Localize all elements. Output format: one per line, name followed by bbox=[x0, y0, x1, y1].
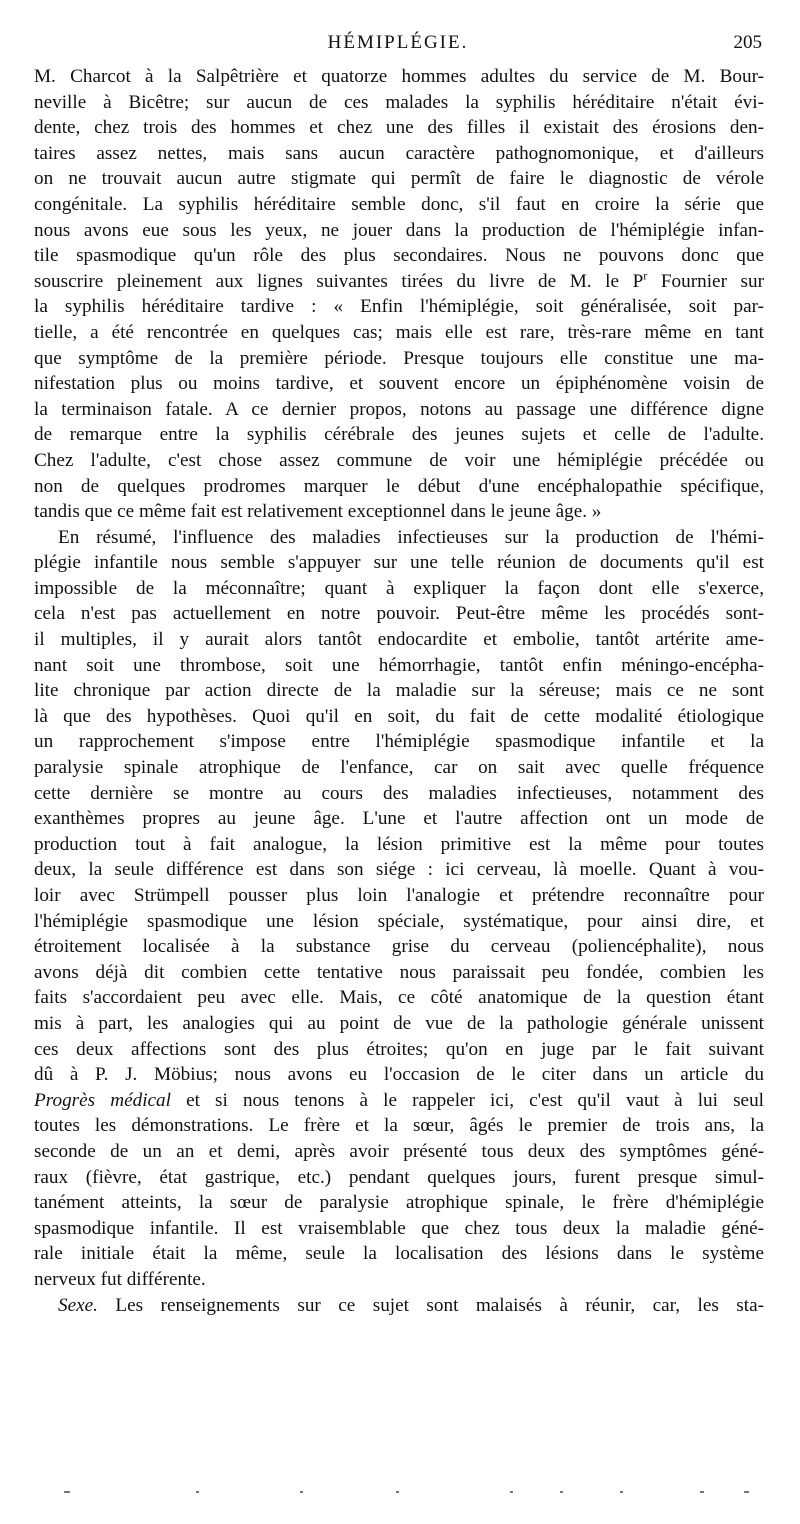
print-speckles bbox=[0, 1486, 800, 1498]
text-line: dente, chez trois des hommes et chez une des filles il existait des érosions den- bbox=[34, 117, 764, 139]
body-text bbox=[34, 64, 764, 1318]
text-run: souscrire pleinement aux lignes suivantes tirées du livre de M. le P bbox=[34, 270, 644, 292]
italic-title: Progrès médical bbox=[34, 1089, 171, 1111]
text-line: de remarque entre la syphilis cérébrale des jeunes sujets et celle de l'adulte. bbox=[34, 424, 764, 446]
text-line: dû à P. J. Möbius; nous avons eu l'occasion de le citer dans un article du bbox=[34, 1064, 764, 1086]
text-line: tielle, a été rencontrée en quelques cas; mais elle est rare, très-rare même en tant bbox=[34, 321, 764, 343]
text-line: cette dernière se montre au cours des maladies infectieuses, notamment des bbox=[34, 782, 764, 804]
running-head bbox=[34, 32, 762, 60]
text-line: mis à part, les analogies qui au point de vue de la pathologie générale unissent bbox=[34, 1012, 764, 1034]
text-line: étroitement localisée à la substance grise du cerveau (poliencéphalite), nous bbox=[34, 936, 764, 958]
text-line: exanthèmes propres au jeune âge. L'une et l'autre affection ont un mode de bbox=[34, 808, 764, 830]
speck bbox=[560, 1491, 563, 1493]
speck bbox=[744, 1491, 749, 1493]
text-line: loir avec Strümpell pousser plus loin l'analogie et prétendre reconnaître pour bbox=[34, 885, 764, 906]
text-line: deux, la seule différence est dans son siége : ici cerveau, là moelle. Quant à vou- bbox=[34, 859, 764, 881]
text-line: là que des hypothèses. Quoi qu'il en soit, du fait de cette modalité étiologique bbox=[34, 705, 764, 727]
text-line: seconde de un an et demi, après avoir présenté tous deux des symptômes géné- bbox=[34, 1140, 764, 1162]
text-line: non de quelques prodromes marquer le début d'une encéphalopathie spécifique, bbox=[34, 475, 764, 497]
text-line: impossible de la méconnaître; quant à expliquer la façon dont elle s'exerce, bbox=[34, 577, 764, 599]
speck bbox=[300, 1491, 303, 1493]
text-line: rale initiale était la même, seule la localisation des lésions dans le système bbox=[34, 1243, 764, 1265]
text-line: nerveux fut différente. bbox=[34, 1268, 206, 1290]
text-line bbox=[34, 1293, 764, 1319]
text-line: la terminaison fatale. A ce dernier propos, notons au passage une différence digne bbox=[34, 398, 764, 420]
text-line: En résumé, l'influence des maladies infectieuses sur la production de l'hémi- bbox=[58, 526, 764, 548]
text-line: paralysie spinale atrophique de l'enfance, car on sait avec quelle fréquence bbox=[34, 757, 764, 779]
text-line: tanément atteints, la sœur de paralysie atrophique spinale, le frère d'hémiplégie bbox=[34, 1192, 764, 1214]
text-line: il multiples, il y aurait alors tantôt endocardite et embolie, tantôt artérite ame- bbox=[34, 629, 764, 651]
text-line: toutes les démonstrations. Le frère et la sœur, âgés le premier de trois ans, la bbox=[34, 1115, 764, 1137]
text-line: congénitale. La syphilis héréditaire semble donc, s'il faut en croire la série que bbox=[34, 193, 764, 215]
text-run: Fournier sur bbox=[647, 270, 764, 292]
text-line: l'hémiplégie spasmodique une lésion spéciale, systématique, pour ainsi dire, et bbox=[34, 910, 764, 932]
text-line: on ne trouvait aucun autre stigmate qui permît de faire le diagnostic de vérole bbox=[34, 168, 764, 190]
text-line: neville à Bicêtre; sur aucun de ces malades la syphilis héréditaire n'était évi- bbox=[34, 91, 764, 113]
text-line: Chez l'adulte, c'est chose assez commune de voir une hémiplégie précédée ou bbox=[34, 449, 764, 471]
speck bbox=[396, 1491, 399, 1493]
section-heading: Sexe. bbox=[58, 1294, 98, 1316]
text-line: taires assez nettes, mais sans aucun caractère pathognomonique, et d'ailleurs bbox=[34, 142, 764, 164]
text-line: ces deux affections sont des plus étroites; qu'on en juge par le fait suivant bbox=[34, 1038, 764, 1060]
text-line: un rapprochement s'impose entre l'hémiplégie spasmodique infantile et la bbox=[34, 731, 764, 753]
running-title: HÉMIPLÉGIE. bbox=[327, 32, 469, 53]
text-line: avons déjà dit combien cette tentative nous paraissait peu fondée, combien les bbox=[34, 961, 764, 983]
speck bbox=[196, 1491, 199, 1493]
speck bbox=[510, 1491, 513, 1493]
text-line: la syphilis héréditaire tardive : « Enfin l'hémiplégie, soit généralisée, soit par- bbox=[34, 296, 764, 318]
text-line: plégie infantile nous semble s'appuyer sur une telle réunion de documents qu'il est bbox=[34, 552, 764, 574]
text-line: tile spasmodique qu'un rôle des plus secondaires. Nous ne pouvons donc que bbox=[34, 245, 764, 267]
text-line: faits s'accordaient peu avec elle. Mais, ce côté anatomique de la question étant bbox=[34, 987, 764, 1009]
speck bbox=[64, 1491, 70, 1493]
text-line: que symptôme de la première période. Presque toujours elle constitue une ma- bbox=[34, 347, 764, 369]
text-line: spasmodique infantile. Il est vraisemblable que chez tous deux la maladie géné- bbox=[34, 1217, 764, 1239]
text-line: nifestation plus ou moins tardive, et souvent encore un épiphénomène voisin de bbox=[34, 373, 764, 395]
text-line: lite chronique par action directe de la maladie sur la séreuse; mais ce ne sont bbox=[34, 680, 764, 702]
text-line: raux (fièvre, état gastrique, etc.) pendant quelques jours, furent presque simul- bbox=[34, 1166, 764, 1188]
superscript: r bbox=[643, 268, 648, 283]
speck bbox=[620, 1491, 623, 1493]
text-line: cela n'est pas actuellement en notre pouvoir. Peut-être même les procédés sont- bbox=[34, 603, 764, 625]
text-line: tandis que ce même fait est relativement exceptionnel dans le jeune âge. » bbox=[34, 501, 602, 523]
text-run: Les renseignements sur ce sujet sont malaisés à réunir, car, les sta- bbox=[97, 1294, 764, 1316]
speck bbox=[700, 1491, 704, 1493]
text-line bbox=[34, 1088, 764, 1114]
text-line: production tout à fait analogue, la lésion primitive est la même pour toutes bbox=[34, 833, 764, 855]
page-number: 205 bbox=[733, 32, 762, 53]
text-run: et si nous tenons à le rappeler ici, c'est qu'il vaut à lui seul bbox=[170, 1089, 764, 1111]
text-line: M. Charcot à la Salpêtrière et quatorze hommes adultes du service de M. Bour- bbox=[34, 66, 764, 87]
text-line: nant soit une thrombose, soit une hémorrhagie, tantôt enfin méningo-encépha- bbox=[34, 654, 764, 676]
text-line: nous avons eue sous les yeux, ne jouer dans la production de l'hémiplégie infan- bbox=[34, 219, 764, 241]
text-line bbox=[34, 269, 764, 295]
